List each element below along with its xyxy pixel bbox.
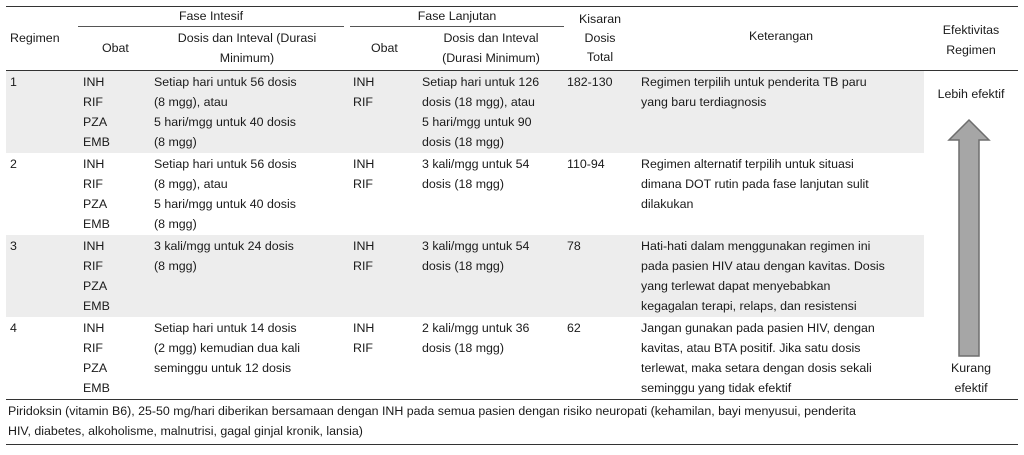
header-regimen: Regimen [10,31,60,45]
obat-intensif: INH RIF PZA EMB [83,239,110,313]
dosis-intensif: Setiap hari untuk 56 dosis (8 mgg), atau 5 hari/mgg untuk 40 dosis (8 mgg) [154,75,297,149]
keterangan: Regimen alternatif terpilih untuk situasi dimana DOT rutin pada fase lanjutan sulit dilakukan [641,157,869,211]
fase-lanjutan-underline [350,26,564,27]
fase-intensif-underline [78,26,344,27]
obat-lanjutan: INH RIF [353,321,375,355]
dosis-lanjutan: Setiap hari untuk 126 dosis (18 mgg), atau 5 hari/mgg untuk 90 dosis (18 mgg) [422,75,540,149]
obat-intensif: INH RIF PZA EMB [83,321,110,395]
header-obat-lanjutan: Obat [371,41,398,55]
lebih-efektif-label: Lebih efektif [937,87,1005,101]
obat-lanjutan: INH RIF [353,239,375,273]
regimen-number: 1 [10,75,17,89]
up-arrow-icon [947,118,991,358]
regimen-table [6,6,1018,446]
kisaran-dosis: 110-94 [567,157,605,171]
dosis-lanjutan: 3 kali/mgg untuk 54 dosis (18 mgg) [422,157,530,191]
header-fase-intensif: Fase Intesif [178,9,244,23]
regimen-number: 3 [10,239,17,253]
obat-lanjutan: INH RIF [353,75,375,109]
dosis-lanjutan: 3 kali/mgg untuk 54 dosis (18 mgg) [422,239,530,273]
header-dosis-intensif: Dosis dan Inteval (Durasi Minimum) [177,31,317,65]
regimen-number: 4 [10,321,17,335]
header-obat-intensif: Obat [102,41,129,55]
kurang-efektif-label: Kurang efektif [951,361,991,395]
obat-lanjutan: INH RIF [353,157,375,191]
header-keterangan: Keterangan [748,29,814,43]
obat-intensif: INH RIF PZA EMB [83,75,110,149]
up-arrow-shape [949,120,989,356]
obat-intensif: INH RIF PZA EMB [83,157,110,231]
keterangan: Jangan gunakan pada pasien HIV, dengan kavitas, atau BTA positif. Jika satu dosis terlewat, maka setara dengan dosis sekali seminggu yang tidak efektif [641,321,875,395]
header-efektivitas-regimen: Efektivitas Regimen [942,23,1000,57]
table-body-bottom-rule [6,399,1018,400]
kisaran-dosis: 62 [567,321,581,335]
footnote-bottom-rule [6,444,1018,445]
header-bottom-rule [6,70,1018,71]
header-fase-lanjutan: Fase Lanjutan [417,9,497,23]
header-dosis-lanjutan: Dosis dan Inteval (Durasi Minimum) [442,31,540,65]
kisaran-dosis: 182-130 [567,75,613,89]
footnote: Piridoksin (vitamin B6), 25-50 mg/hari diberikan bersamaan dengan INH pada semua pasien dengan risiko neuropati (kehamilan, bayi menyusui, penderita HIV, diabetes, alkoholisme, malnutrisi, gagal ginjal kronik, lansia) [8,404,856,438]
header-kisaran-dosis-total: Kisaran Dosis Total [578,12,621,64]
dosis-intensif: 3 kali/mgg untuk 24 dosis (8 mgg) [154,239,294,273]
dosis-intensif: Setiap hari untuk 14 dosis (2 mgg) kemudian dua kali seminggu untuk 12 dosis [154,321,301,375]
regimen-number: 2 [10,157,17,171]
dosis-lanjutan: 2 kali/mgg untuk 36 dosis (18 mgg) [422,321,530,355]
keterangan: Hati-hati dalam menggunakan regimen ini pada pasien HIV atau dengan kavitas. Dosis yang terlewat dapat menyebabkan kegagalan terapi, relaps, dan resistensi [641,239,885,313]
dosis-intensif: Setiap hari untuk 56 dosis (8 mgg), atau 5 hari/mgg untuk 40 dosis (8 mgg) [154,157,297,231]
keterangan: Regimen terpilih untuk penderita TB paru yang baru terdiagnosis [641,75,867,109]
kisaran-dosis: 78 [567,239,581,253]
